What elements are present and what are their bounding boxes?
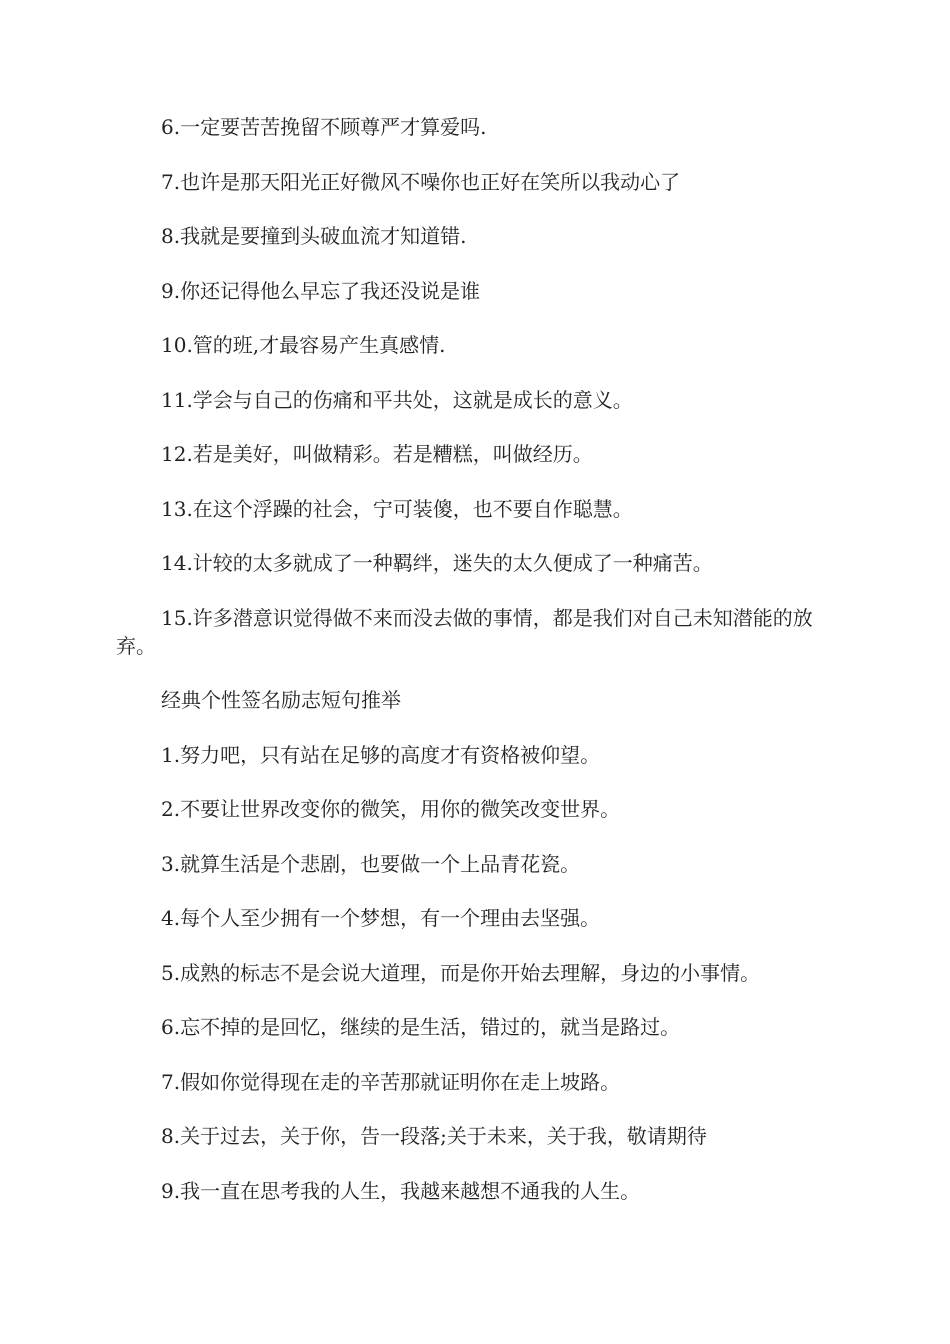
list-item: 12.若是美好，叫做精彩。若是糟糕，叫做经历。 [161, 442, 593, 466]
list-item: 7.假如你觉得现在走的辛苦那就证明你在走上坡路。 [161, 1069, 621, 1094]
document-body [116, 113, 836, 1231]
list-item: 2.不要让世界改变你的微笑，用你的微笑改变世界。 [161, 797, 621, 821]
list-item: 4.每个人至少拥有一个梦想，有一个理由去坚强。 [161, 906, 601, 930]
list-item: 8.我就是要撞到头破血流才知道错. [161, 224, 467, 248]
list-item: 15.许多潜意识觉得做不来而没去做的事情，都是我们对自己未知潜能的放弃。 [116, 605, 813, 658]
list-item: 9.你还记得他么早忘了我还没说是谁 [161, 278, 481, 303]
list-item: 9.我一直在思考我的人生，我越来越想不通我的人生。 [161, 1178, 641, 1203]
section-heading: 经典个性签名励志短句推举 [161, 688, 401, 712]
list-item: 3.就算生活是个悲剧，也要做一个上品青花瓷。 [161, 851, 581, 876]
list-item: 8.关于过去，关于你，告一段落;关于未来，关于我，敬请期待 [161, 1124, 707, 1148]
list-item: 11.学会与自己的伤痛和平共处，这就是成长的意义。 [161, 387, 633, 412]
list-item: 6.忘不掉的是回忆，继续的是生活，错过的，就当是路过。 [161, 1015, 681, 1039]
list-item: 5.成熟的标志不是会说大道理，而是你开始去理解，身边的小事情。 [161, 960, 761, 985]
list-item: 10.管的班,才最容易产生真感情. [161, 333, 446, 357]
list-item: 14.计较的太多就成了一种羁绊，迷失的太久便成了一种痛苦。 [161, 551, 713, 575]
list-item: 13.在这个浮躁的社会，宁可装傻，也不要自作聪慧。 [161, 496, 633, 521]
list-item: 7.也许是那天阳光正好微风不噪你也正好在笑所以我动心了 [161, 169, 681, 194]
list-item: 6.一定要苦苦挽留不顾尊严才算爱吗. [161, 115, 487, 139]
list-item: 1.努力吧，只有站在足够的高度才有资格被仰望。 [161, 742, 601, 767]
